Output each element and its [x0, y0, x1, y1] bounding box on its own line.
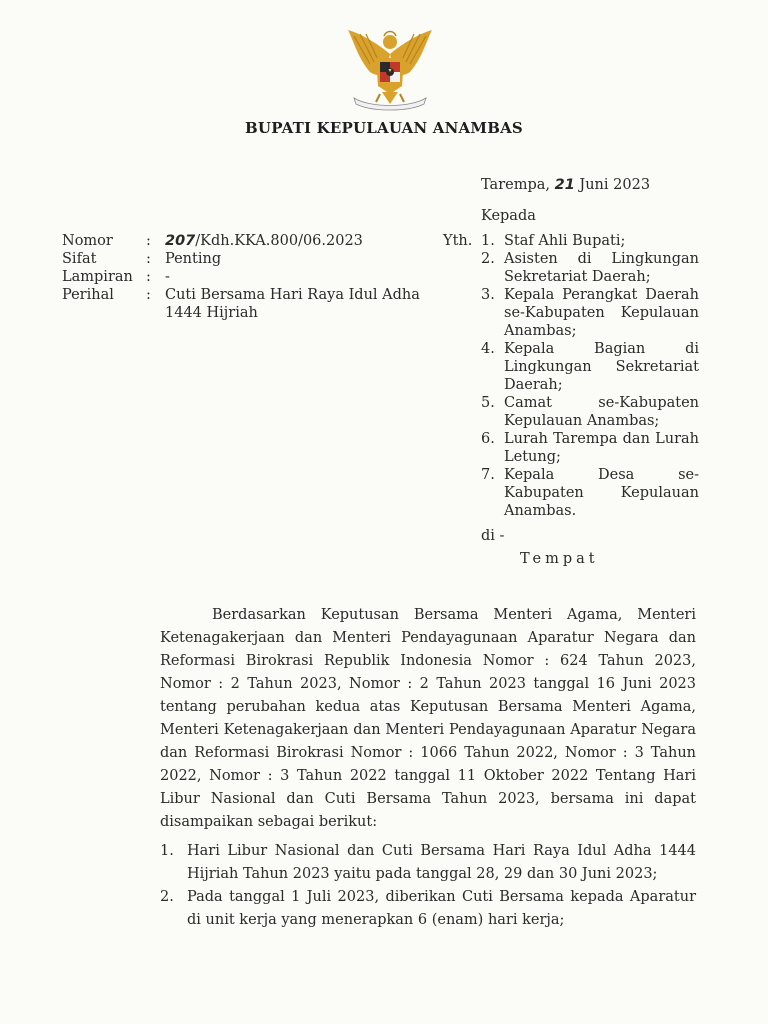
points-list — [160, 840, 696, 932]
list-item — [160, 886, 696, 932]
handwritten-day: 21 — [554, 177, 575, 193]
garuda-emblem-icon — [340, 24, 440, 112]
list-item — [481, 430, 699, 466]
place: Tarempa, — [481, 177, 550, 193]
list-item-text: Kepala Perangkat Daerah se-Kabupaten Kepulauan Anambas; — [504, 287, 699, 339]
list-item-number: 2. — [481, 251, 495, 267]
list-item — [481, 340, 699, 394]
list-item-text: Kepala Desa se-Kabupaten Kepulauan Anambas. — [504, 467, 699, 519]
list-item-text: Camat se-Kabupaten Kepulauan Anambas; — [504, 395, 699, 429]
list-item — [481, 394, 699, 430]
yth-label: Yth. — [443, 233, 473, 249]
di-label: di - — [481, 528, 505, 544]
list-item-text: Hari Libur Nasional dan Cuti Bersama Hari Raya Idul Adha 1444 Hijriah Tahun 2023 yaitu pada tanggal 28, 29 dan 30 Juni 2023; — [187, 843, 696, 882]
list-item — [481, 466, 699, 520]
lampiran-colon: : — [146, 269, 151, 285]
list-item — [481, 286, 699, 340]
body-paragraph: Berdasarkan Keputusan Bersama Menteri Agama, Menteri Ketenagakerjaan dan Menteri Pendayagunaan Aparatur Negara dan Reformasi Birokrasi Republik Indonesia Nomor : 624 Tahun 2023, Nomor : 2 Tahun 2023, Nomor : 2 Tahun 2023 tanggal 16 Juni 2023 tentang perubahan kedua atas Keputusan Bersama Menteri Agama, Menteri Ketenagakerjaan dan Menteri Pendayagunaan Aparatur Negara dan Reformasi Birokrasi Nomor : 1066 Tahun 2022, Nomor : 3 Tahun 2022, Nomor : 3 Tahun 2022 tanggal 11 Oktober 2022 Tentang Hari Libur Nasional dan Cuti Bersama Tahun 2023, bersama ini dapat disampaikan sebagai berikut: — [160, 607, 696, 830]
letter-heading: BUPATI KEPULAUAN ANAMBAS — [245, 119, 523, 137]
list-item-text: Kepala Bagian di Lingkungan Sekretariat Daerah; — [504, 341, 699, 393]
list-item-number: 1. — [481, 233, 495, 249]
handwritten-number: 207 — [165, 233, 196, 249]
month-year: Juni 2023 — [579, 177, 651, 193]
nomor-value — [165, 232, 435, 250]
place-date — [481, 177, 650, 193]
list-item-text: Asisten di Lingkungan Sekretariat Daerah; — [504, 251, 699, 285]
perihal-colon: : — [146, 287, 151, 303]
nomor-code: /Kdh.KKA.800/06.2023 — [195, 233, 363, 249]
nomor-label: Nomor — [62, 233, 113, 249]
nomor-colon: : — [146, 233, 151, 249]
list-item-number: 6. — [481, 431, 495, 447]
perihal-value: Cuti Bersama Hari Raya Idul Adha 1444 Hijriah — [165, 287, 420, 321]
sifat-label: Sifat — [62, 251, 97, 267]
list-item — [481, 250, 699, 286]
list-item — [481, 232, 699, 250]
list-item-number: 7. — [481, 467, 495, 483]
list-item-text: Lurah Tarempa dan Lurah Letung; — [504, 431, 699, 465]
recipient-list — [481, 232, 699, 520]
list-item-text: Pada tanggal 1 Juli 2023, diberikan Cuti Bersama kepada Aparatur di unit kerja yang menerapkan 6 (enam) hari kerja; — [187, 889, 696, 928]
list-item — [160, 840, 696, 886]
kepada-label: Kepada — [481, 208, 536, 224]
list-item-number: 3. — [481, 287, 495, 303]
lampiran-value: - — [165, 269, 170, 285]
sifat-colon: : — [146, 251, 151, 267]
lampiran-label: Lampiran — [62, 269, 133, 285]
list-item-number: 1. — [160, 843, 174, 859]
list-item-number: 5. — [481, 395, 495, 411]
list-item-number: 4. — [481, 341, 495, 357]
list-item-text: Staf Ahli Bupati; — [504, 233, 626, 249]
sifat-value: Penting — [165, 251, 222, 267]
perihal-label: Perihal — [62, 287, 114, 303]
tempat-label: Tempat — [520, 551, 599, 567]
list-item-number: 2. — [160, 889, 174, 905]
